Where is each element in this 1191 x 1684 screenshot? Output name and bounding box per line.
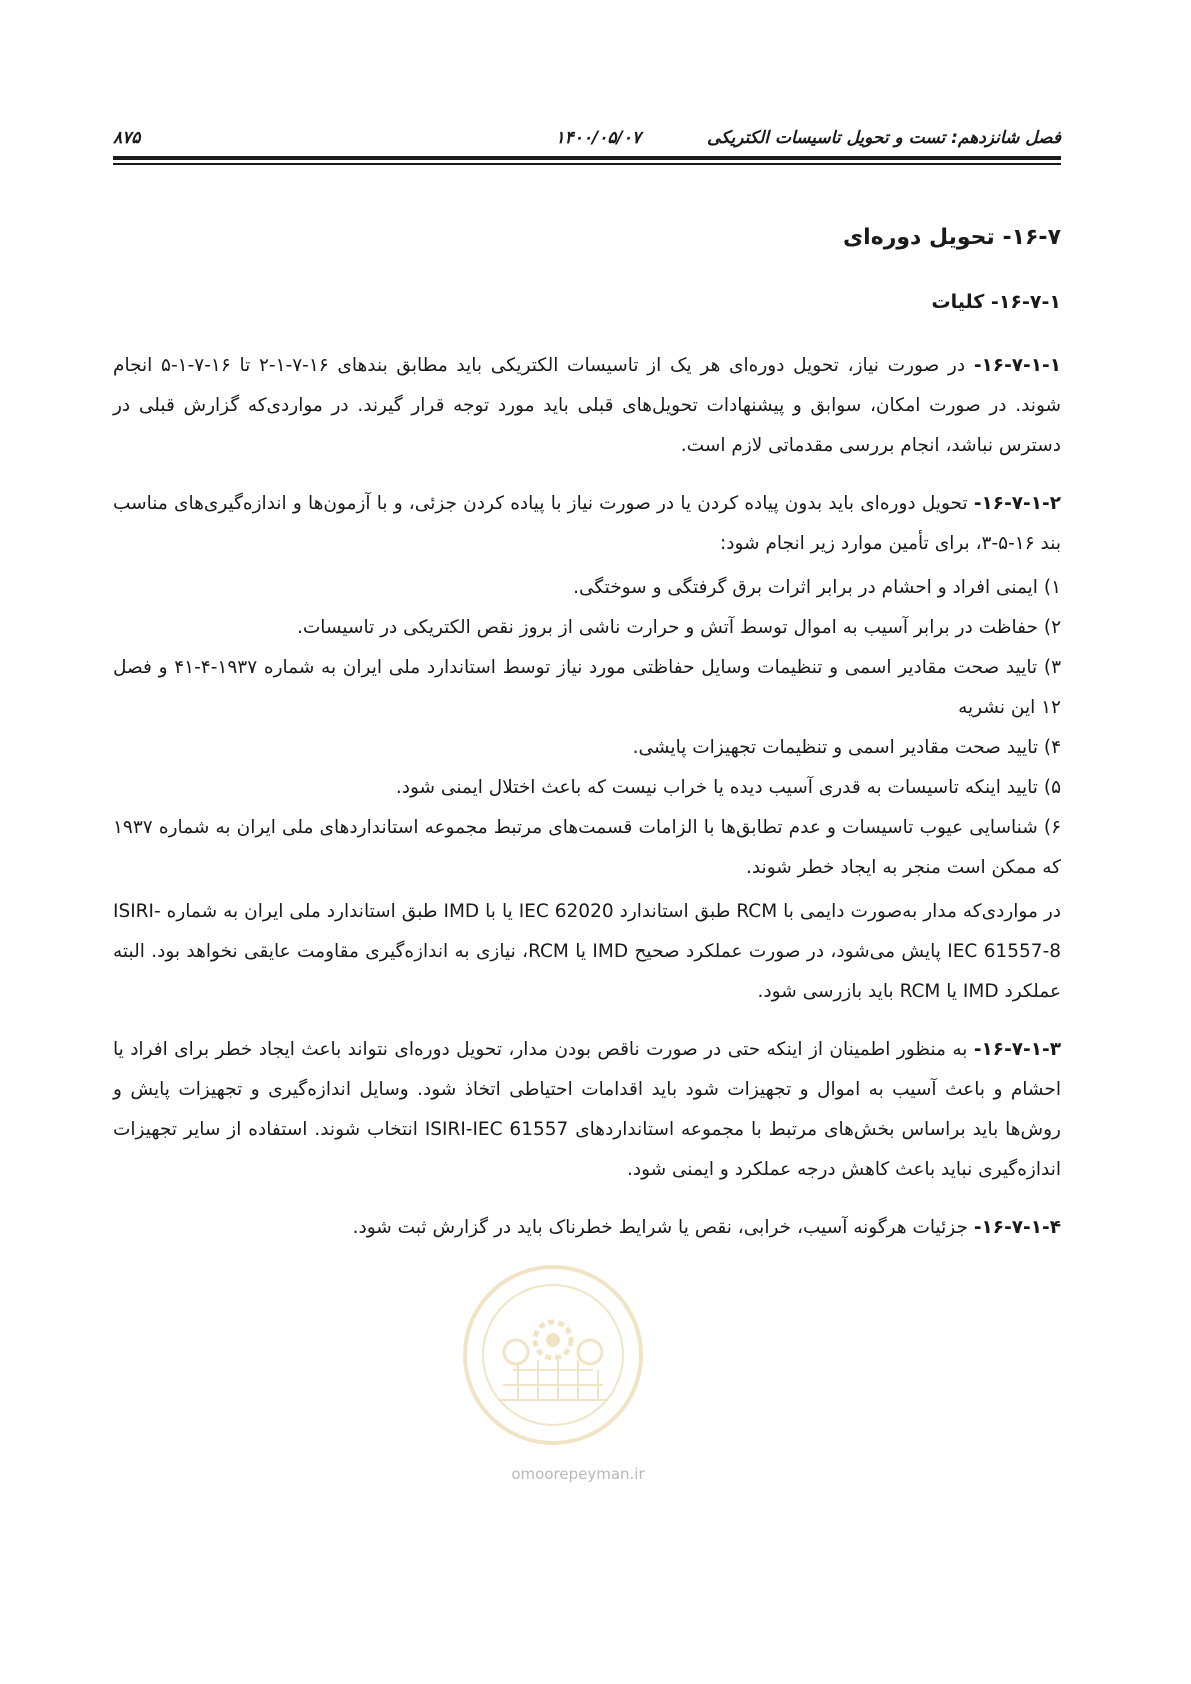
paragraph-2 <box>113 484 1061 564</box>
section-subtitle: ۱۶-۷-۱- کلیات <box>931 291 1061 313</box>
list-item: ۲) حفاظت در برابر آسیب به اموال توسط آتش و حرارت ناشی از بروز نقص الکتریکی در تاسیسات. <box>296 617 1061 638</box>
paragraph-text: در صورت نیاز، تحویل دوره‌ای هر یک از تاسیسات الکتریکی باید مطابق بندهای ۱۶-۷-۱-۲ تا ۱۶-۷-۱-۵ انجام شوند. در صورت امکان، سوابق و پیشنهادات تحویل‌های قبلی باید مورد توجه قرار گیرند. در مواردی‌که گزارش قبلی در دسترس نباشد، انجام بررسی مقدماتی لازم است. <box>113 355 1061 456</box>
header-rule-thin <box>113 163 1061 165</box>
paragraph-text: به منظور اطمینان از اینکه حتی در صورت ناقص بودن مدار، تحویل دوره‌ای نتواند باعث ایجاد خطر برای افراد یا احشام و باعث آسیب به اموال و تجهیزات شود باید اقدامات احتیاطی اتخاذ شود. وسایل اندازه‌گیری و تجهیزات پایش و روش‌ها باید براساس بخش‌های مرتبط با مجموعه استانداردهای ISIRI-IEC 61557 انتخاب شوند. استفاده از سایر تجهیزات اندازه‌گیری نباید باعث کاهش درجه عملکرد و ایمنی شود. <box>113 1039 1061 1180</box>
requirements-list <box>113 568 1061 888</box>
paragraph-text: جزئیات هرگونه آسیب، خرابی، نقص یا شرایط خطرناک باید در گزارش ثبت شود. <box>352 1217 974 1238</box>
page-header <box>113 128 1061 150</box>
header-date: ۱۴۰۰/۰۵/۰۷ <box>555 128 641 148</box>
list-item: ۵) تایید اینکه تاسیسات به قدری آسیب دیده یا خراب نیست که باعث اختلال ایمنی شود. <box>395 777 1061 798</box>
paragraph-4 <box>113 1208 1061 1248</box>
paragraph-text: تحویل دوره‌ای باید بدون پیاده کردن یا در صورت نیاز با پیاده کردن جزئی، و با آزمون‌ها و اندازه‌گیری‌های مناسب بند ۱۶-۵-۳، برای تأمین موارد زیر انجام شود: <box>113 493 1061 554</box>
section-title: ۱۶-۷- تحویل دوره‌ای <box>843 225 1061 250</box>
paragraph-3 <box>113 1030 1061 1190</box>
paragraph-1 <box>113 346 1061 466</box>
clause-number: ۱۶-۷-۱-۲- <box>973 493 1061 514</box>
list-item: ۶) شناسایی عیوب تاسیسات و عدم تطابق‌ها با الزامات قسمت‌های مرتبط مجموعه استانداردهای ملی ایران به شماره ۱۹۳۷ که ممکن است منجر به ایجاد خطر شوند. <box>113 817 1061 878</box>
chapter-title: فصل شانزدهم: تست و تحویل تاسیسات الکتریکی <box>706 128 1061 148</box>
clause-number: ۱۶-۷-۱-۱- <box>973 355 1061 376</box>
watermark-site: omoorepeyman.ir <box>511 1465 645 1483</box>
list-item: ۳) تایید صحت مقادیر اسمی و تنظیمات وسایل حفاظتی مورد نیاز توسط استاندارد ملی ایران به شماره ۱۹۳۷-۴-۴۱ و فصل ۱۲ این نشریه <box>113 657 1061 718</box>
header-rule-thick <box>113 156 1061 160</box>
page-number: ۸۷۵ <box>113 128 141 148</box>
seal-logo-icon <box>458 1260 648 1450</box>
paragraph-2-note: در مواردی‌که مدار به‌صورت دایمی با RCM طبق استاندارد IEC 62020 یا با IMD طبق استاندارد ملی ایران به شماره ISIRI-IEC 61557-8 پایش می‌شود، در صورت عملکرد صحیح IMD یا RCM، نیازی به اندازه‌گیری مقاومت عایقی نخواهد بود. البته عملکرد IMD یا RCM باید بازرسی شود. <box>113 901 1062 1002</box>
clause-number: ۱۶-۷-۱-۴- <box>973 1217 1061 1238</box>
page-content <box>113 218 1061 1266</box>
list-item: ۱) ایمنی افراد و احشام در برابر اثرات برق گرفتگی و سوختگی. <box>573 577 1061 598</box>
clause-number: ۱۶-۷-۱-۳- <box>973 1039 1061 1060</box>
list-item: ۴) تایید صحت مقادیر اسمی و تنظیمات تجهیزات پایشی. <box>632 737 1061 758</box>
